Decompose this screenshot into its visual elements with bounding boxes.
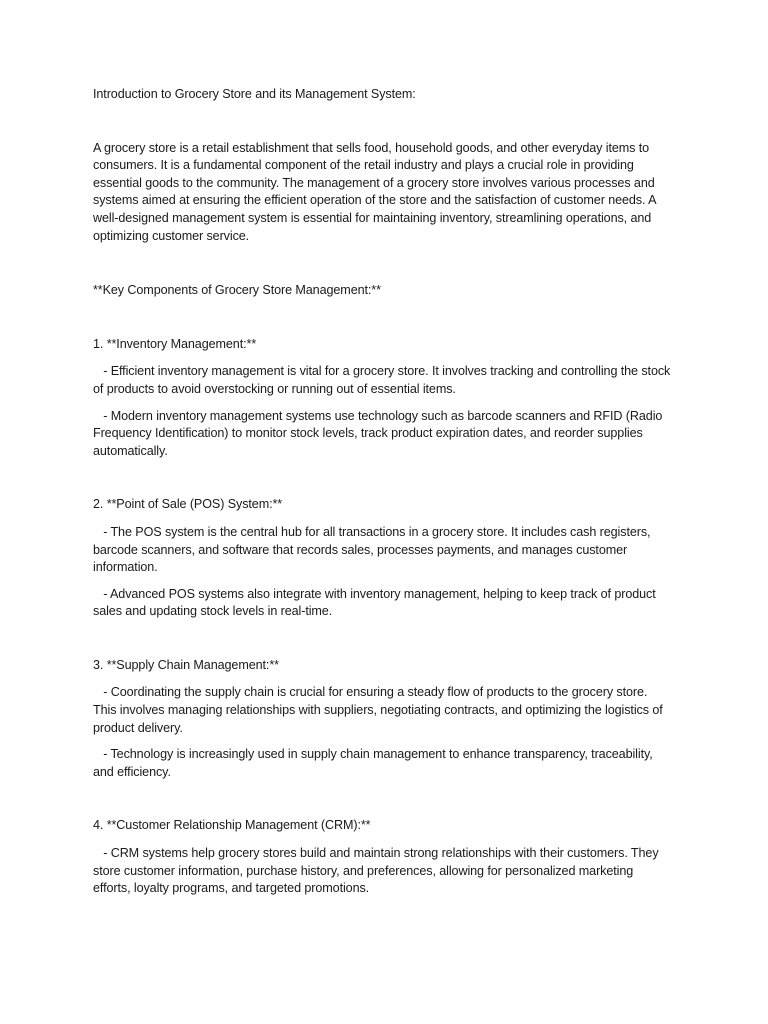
bullet-paragraph: [93, 586, 673, 621]
section-point-of-sale: [93, 496, 673, 621]
bullet-paragraph: [93, 524, 673, 577]
bullet-paragraph: [93, 684, 673, 737]
bullet-text: - Technology is increasingly used in supply chain management to enhance transparency, traceability, and efficiency.: [93, 747, 653, 779]
section-crm: [93, 817, 673, 897]
section-inventory-management: [93, 336, 673, 461]
bullet-paragraph: [93, 363, 673, 398]
bullet-text: - Efficient inventory management is vital for a grocery store. It involves tracking and controlling the stock of products to avoid overstocking or running out of essential items.: [93, 364, 671, 396]
bullet-paragraph: [93, 845, 673, 898]
intro-paragraph: A grocery store is a retail establishment that sells food, household goods, and other everyday items to consumers. It is a fundamental component of the retail industry and plays a crucial role in providing essential goods to the community. The management of a grocery store involves various processes and systems aimed at ensuring the efficient operation of the store and the satisfaction of customer needs. A well-designed management system is essential for maintaining inventory, streamlining operations, and optimizing customer service.: [93, 140, 656, 243]
bullet-paragraph: [93, 746, 673, 781]
document-title: Introduction to Grocery Store and its Management System:: [93, 87, 416, 101]
section-heading: 3. **Supply Chain Management:**: [93, 657, 279, 672]
document-body: [93, 86, 673, 934]
bullet-text: - CRM systems help grocery stores build and maintain strong relationships with their customers. They store customer information, purchase history, and preferences, allowing for personalized marketing efforts, loyalty programs, and targeted promotions.: [93, 846, 659, 896]
section-heading: 4. **Customer Relationship Management (CRM):**: [93, 818, 371, 833]
bullet-text: - Advanced POS systems also integrate with inventory management, helping to keep track of product sales and updating stock levels in real-time.: [93, 586, 656, 619]
section-heading: 1. **Inventory Management:**: [93, 336, 257, 351]
bullet-paragraph: [93, 408, 673, 461]
bullet-text: - Coordinating the supply chain is crucial for ensuring a steady flow of products to the grocery store. This involves managing relationships with suppliers, negotiating contracts, and optimizing the logistics of product delivery.: [93, 685, 663, 735]
section-heading: 2. **Point of Sale (POS) System:**: [93, 497, 283, 512]
section-supply-chain: [93, 657, 673, 782]
components-heading: **Key Components of Grocery Store Management:**: [93, 283, 381, 298]
bullet-text: - The POS system is the central hub for all transactions in a grocery store. It includes cash registers, barcode scanners, and software that records sales, processes payments, and manages customer information.: [93, 524, 651, 575]
bullet-text: - Modern inventory management systems use technology such as barcode scanners and RFID (Radio Frequency Identification) to monitor stock levels, track product expiration dates, and reorder supplies automatically.: [93, 408, 663, 458]
